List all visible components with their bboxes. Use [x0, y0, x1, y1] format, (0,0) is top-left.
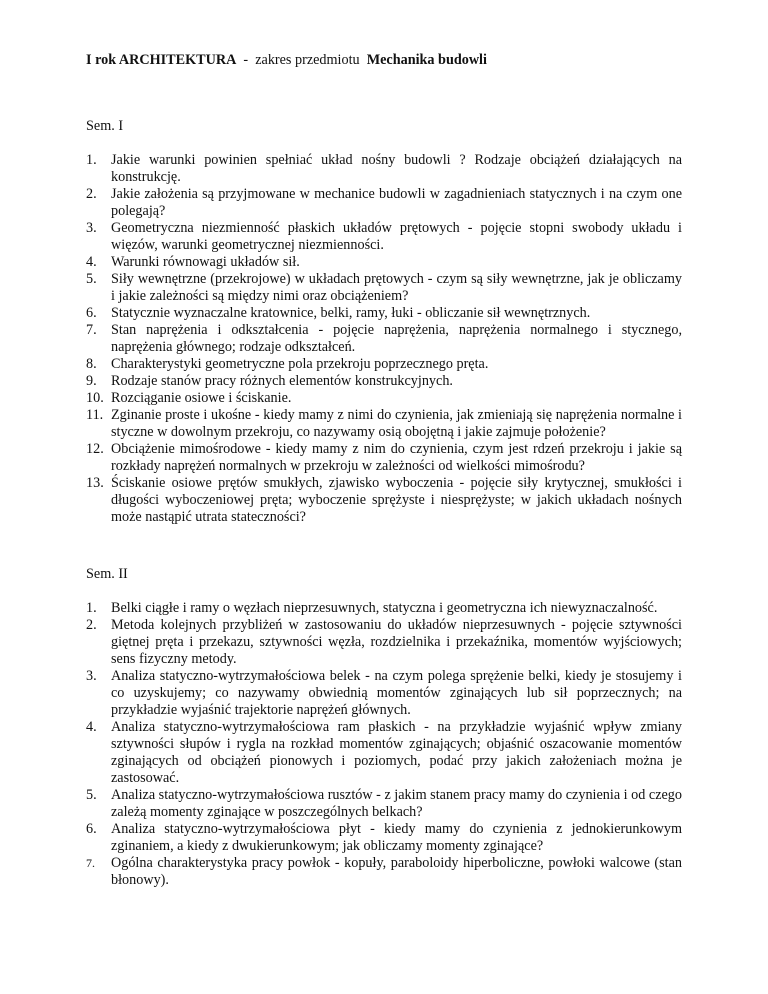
- sem2-item: [86, 855, 682, 889]
- sem1-item: [86, 305, 682, 322]
- sem2-item: [86, 600, 682, 617]
- item-text: Rozciąganie osiowe i ściskanie.: [111, 390, 292, 406]
- sem1-item: [86, 356, 682, 373]
- title-scope: - zakres przedmiotu: [236, 52, 367, 68]
- sem2-question-list: [86, 600, 682, 889]
- item-text: Ściskanie osiowe prętów smukłych, zjawisko wyboczenia - pojęcie siły krytycznej, smukłości i długości wyboczeniowej pręta; wyboczenie sprężyste i niesprężyste; w jakich układach nośnych może nastąpić utrata stateczności?: [111, 475, 682, 525]
- sem1-item: [86, 322, 682, 356]
- sem1-item: [86, 475, 682, 526]
- sem1-item: [86, 152, 682, 186]
- item-number: 4.: [86, 719, 97, 735]
- document-title: [86, 52, 682, 69]
- item-text: Siły wewnętrzne (przekrojowe) w układach prętowych - czym są siły wewnętrzne, jak je obliczamy i jakie zależności są między nimi oraz obciążeniem?: [111, 271, 682, 304]
- item-text: Statycznie wyznaczalne kratownice, belki, ramy, łuki - obliczanie sił wewnętrznych.: [111, 305, 591, 321]
- item-number: 12.: [86, 441, 104, 457]
- sem2-item: [86, 719, 682, 787]
- sem2-item: [86, 787, 682, 821]
- item-number: 11.: [86, 407, 104, 423]
- item-number: 7.: [86, 322, 97, 338]
- item-number: 2.: [86, 617, 97, 633]
- sem1-item: [86, 220, 682, 254]
- item-number: 5.: [86, 787, 97, 803]
- sem2-heading: Sem. II: [86, 566, 128, 582]
- sem1-item: [86, 390, 682, 407]
- sem1-item: [86, 254, 682, 271]
- item-text: Geometryczna niezmienność płaskich układów prętowych - pojęcie stopni swobody układu i więzów, warunki geometrycznej niezmienności.: [111, 220, 682, 253]
- sem1-item: [86, 186, 682, 220]
- sem2-item: [86, 617, 682, 668]
- item-number: 6.: [86, 305, 97, 321]
- item-number: 6.: [86, 821, 97, 837]
- item-text: Warunki równowagi układów sił.: [111, 254, 300, 270]
- item-text: Analiza statyczno-wytrzymałościowa płyt - kiedy mamy do czynienia z jednokierunkowym zginaniem, a kiedy z dwukierunkowym; jak obliczamy momenty zginające?: [111, 821, 682, 854]
- item-text: Belki ciągłe i ramy o węzłach nieprzesuwnych, statyczna i geometryczna ich niewyznaczalność.: [111, 600, 658, 616]
- item-text: Charakterystyki geometryczne pola przekroju poprzecznego pręta.: [111, 356, 489, 372]
- item-number: 3.: [86, 668, 97, 684]
- item-text: Ogólna charakterystyka pracy powłok - kopuły, paraboloidy hiperboliczne, powłoki walcowe (stan błonowy).: [111, 855, 682, 888]
- sem2-item: [86, 821, 682, 855]
- item-text: Stan naprężenia i odkształcenia - pojęcie naprężenia, naprężenia normalnego i stycznego, naprężenia głównego; rodzaje odkształceń.: [111, 322, 682, 355]
- item-number: 8.: [86, 356, 97, 372]
- item-number: 1.: [86, 152, 97, 168]
- item-number: 13.: [86, 475, 104, 491]
- item-text: Zginanie proste i ukośne - kiedy mamy z nimi do czynienia, jak zmieniają się naprężenia normalne i styczne w dowolnym przekroju, co nazywamy osią obojętną i jakie zajmuje położenie?: [111, 407, 682, 440]
- item-number: 7.: [86, 856, 95, 870]
- item-number: 10.: [86, 390, 104, 406]
- item-number: 3.: [86, 220, 97, 236]
- item-number: 5.: [86, 271, 97, 287]
- title-course: I rok ARCHITEKTURA: [86, 52, 237, 68]
- item-number: 2.: [86, 186, 97, 202]
- item-text: Analiza statyczno-wytrzymałościowa ram płaskich - na przykładzie wyjaśnić wpływ zmiany sztywności słupów i rygla na rozkład momentów zginających; objaśnić oszacowanie momentów zginających od obciążeń pionowych i poziomych, podać przy jakich założeniach można je zastosować.: [111, 719, 682, 786]
- item-text: Metoda kolejnych przybliżeń w zastosowaniu do układów nieprzesuwnych - pojęcie sztywności giętnej pręta i przekazu, sztywności węzła, rozdzielnika i przekaźnika, momentów wyjściowych; sens fizyczny metody.: [111, 617, 682, 667]
- item-number: 1.: [86, 600, 97, 616]
- sem1-heading: Sem. I: [86, 118, 124, 134]
- item-text: Analiza statyczno-wytrzymałościowa belek - na czym polega sprężenie belki, kiedy je stosujemy i co uzyskujemy; co nazywamy obwiednią momentów zginających lub sił poprzecznych; na przykładzie wyjaśnić trajektorie naprężeń głównych.: [111, 668, 682, 718]
- sem1-item: [86, 373, 682, 390]
- title-subject: Mechanika budowli: [366, 52, 487, 68]
- item-text: Jakie warunki powinien spełniać układ nośny budowli ? Rodzaje obciążeń działających na konstrukcję.: [111, 152, 682, 185]
- item-number: 4.: [86, 254, 97, 270]
- item-number: 9.: [86, 373, 97, 389]
- sem1-item: [86, 407, 682, 441]
- sem1-question-list: [86, 152, 682, 526]
- item-text: Obciążenie mimośrodowe - kiedy mamy z nim do czynienia, czym jest rdzeń przekroju i jakie są rozkłady naprężeń normalnych w przekroju w zależności od wielkości mimośrodu?: [111, 441, 682, 474]
- sem1-item: [86, 441, 682, 475]
- sem2-item: [86, 668, 682, 719]
- item-text: Jakie założenia są przyjmowane w mechanice budowli w zagadnieniach statycznych i na czym one polegają?: [111, 186, 682, 219]
- item-text: Analiza statyczno-wytrzymałościowa rusztów - z jakim stanem pracy mamy do czynienia i od czego zależą momenty zginające w poszczególnych belkach?: [111, 787, 682, 820]
- item-text: Rodzaje stanów pracy różnych elementów konstrukcyjnych.: [111, 373, 453, 389]
- sem1-item: [86, 271, 682, 305]
